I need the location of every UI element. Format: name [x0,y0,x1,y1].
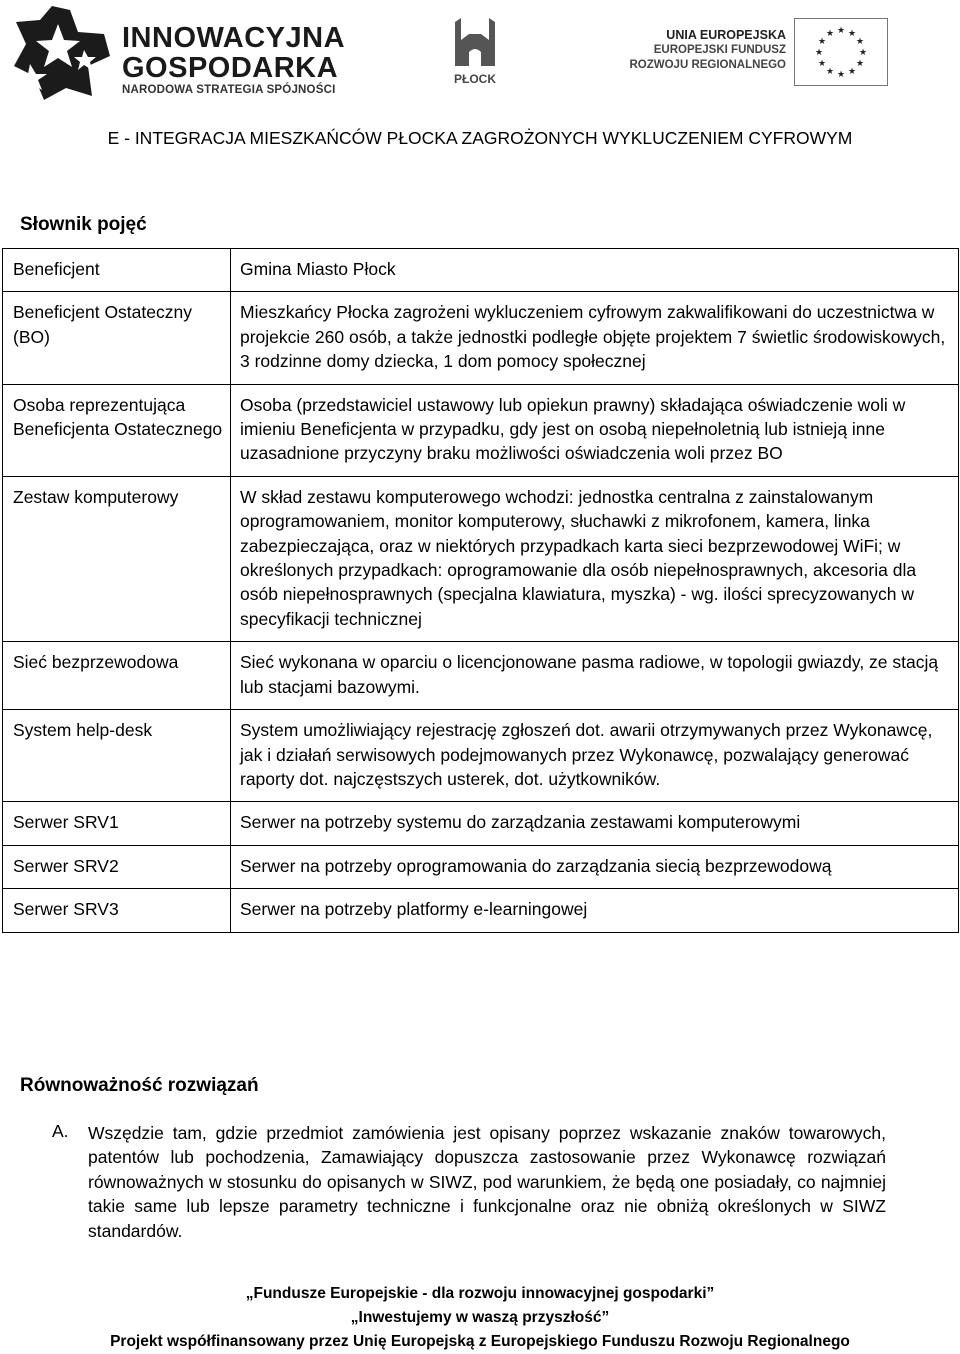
svg-text:★: ★ [855,59,865,69]
glossary-definition: Serwer na potrzeby platformy e-learningowej [231,889,959,932]
svg-text:★: ★ [825,67,835,77]
svg-text:★: ★ [825,29,835,39]
footer-line2: „Inwestujemy w waszą przyszłość” [350,1309,610,1326]
table-row [3,710,959,802]
list-marker: A. [52,1121,69,1141]
svg-text:★: ★ [847,29,857,39]
table-row [3,384,959,476]
glossary-definition: System umożliwiający rejestrację zgłoszeń dot. awarii otrzymywanych przez Wykonawcę, jak i działań serwisowych podejmowanych przez Wykonawcę, pozwalający generować raporty dot. najczęstszych usterek, dot. użytkowników. [231,710,959,802]
logo-left-line1: INNOWACYJNA [122,22,346,54]
glossary-definition: Serwer na potrzeby systemu do zarządzania zestawami komputerowymi [231,802,959,845]
svg-text:★: ★ [858,48,868,58]
glossary-term: Beneficjent [3,249,231,292]
table-row [3,802,959,845]
glossary-definition: Mieszkańcy Płocka zagrożeni wykluczeniem cyfrowym zakwalifikowani do uczestnictwa w projekcie 260 osób, a także jednostki podległe objęte projektem 7 świetlic środowiskowych, 3 rodzinne domy dziecka, 1 dom pomocy społecznej [231,292,959,384]
footer-line1: „Fundusze Europejskie - dla rozwoju innowacyjnej gospodarki” [245,1285,715,1302]
glossary-term: Zestaw komputerowy [3,476,231,641]
table-row [3,889,959,932]
glossary-heading: Słownik pojęć [20,214,147,235]
ig-star-mark-icon [12,4,114,102]
glossary-term: Serwer SRV1 [3,802,231,845]
svg-text:★: ★ [847,67,857,77]
glossary-term: Beneficjent Ostateczny (BO) [3,292,231,384]
svg-text:★: ★ [836,70,846,80]
svg-text:★: ★ [836,26,846,36]
svg-text:★: ★ [855,37,865,47]
eu-logo-line2: EUROPEJSKI FUNDUSZ [653,44,786,56]
glossary-table [2,248,959,933]
table-row [3,249,959,292]
logo-left-line3: NARODOWA STRATEGIA SPÓJNOŚCI [122,84,336,96]
plock-logo [445,16,505,94]
project-title: E - INTEGRACJA MIESZKAŃCÓW PŁOCKA ZAGROŻONYCH WYKLUCZENIEM CYFROWYM [107,128,853,148]
glossary-definition: Serwer na potrzeby oprogramowania do zarządzania siecią bezprzewodową [231,845,959,888]
eu-logo-text [626,28,786,73]
glossary-term: Sieć bezprzewodowa [3,642,231,710]
footer [0,1282,960,1354]
footer-line3: Projekt współfinansowany przez Unię Europejską z Europejskiego Funduszu Rozwoju Regionalnego [110,1333,850,1350]
logo-left-line2: GOSPODARKA [122,52,339,84]
equivalence-paragraph: Wszędzie tam, gdzie przedmiot zamówienia jest opisany poprzez wskazanie znaków towarowych, patentów lub pochodzenia, Zamawiający dopuszcza zastosowanie przez Wykonawcę rozwiązań równoważnych w stosunku do opisanych w SIWZ, pod warunkiem, że będą one posiadały, co najmniej takie same lub lepsze parametry techniczne i funkcjonalne oraz nie obniżą określonych w SIWZ standardów. [88,1123,886,1241]
glossary-term: System help-desk [3,710,231,802]
eu-flag-icon [794,18,888,86]
glossary-term: Osoba reprezentująca Beneficjenta Ostatecznego [3,384,231,476]
table-row [3,292,959,384]
svg-text:★: ★ [817,37,827,47]
eu-logo [626,18,888,86]
innowacyjna-gospodarka-logo [12,4,346,102]
glossary-term: Serwer SRV2 [3,845,231,888]
svg-text:★: ★ [814,48,824,58]
table-row [3,845,959,888]
equivalence-heading: Równoważność rozwiązań [20,1075,259,1096]
glossary-term: Serwer SRV3 [3,889,231,932]
table-row [3,642,959,710]
eu-logo-line3: ROZWOJU REGIONALNEGO [629,59,786,71]
eu-logo-line1: UNIA EUROPEJSKA [666,28,786,42]
table-row [3,476,959,641]
glossary-definition: Sieć wykonana w oparciu o licencjonowane pasma radiowe, w topologii gwiazdy, ze stacją lub stacjami bazowymi. [231,642,959,710]
svg-text:★: ★ [817,59,827,69]
glossary-definition: Gmina Miasto Płock [231,249,959,292]
glossary-definition: W skład zestawu komputerowego wchodzi: jednostka centralna z zainstalowanym oprogramowaniem, monitor komputerowy, słuchawki z mikrofonem, kamera, linka zabezpieczająca, oraz w niektórych przypadkach karta sieci bezprzewodowej WiFi; w określonych przypadkach: oprogramowanie dla osób niepełnosprawnych, akcesoria dla osób niepełnosprawnych (specjalna klawiatura, myszka) - wg. ilości sprecyzowanych w specyfikacji technicznej [231,476,959,641]
header-logos [0,0,960,110]
glossary-definition: Osoba (przedstawiciel ustawowy lub opiekun prawny) składająca oświadczenie woli w imieniu Beneficjenta w przypadku, gdy jest on osobą niepełnoletnią lub istnieją inne uzasadnione przyczyny braku możliwości oświadczenia woli przez BO [231,384,959,476]
plock-castle-icon [445,16,505,70]
plock-logo-label: PŁOCK [454,72,496,86]
